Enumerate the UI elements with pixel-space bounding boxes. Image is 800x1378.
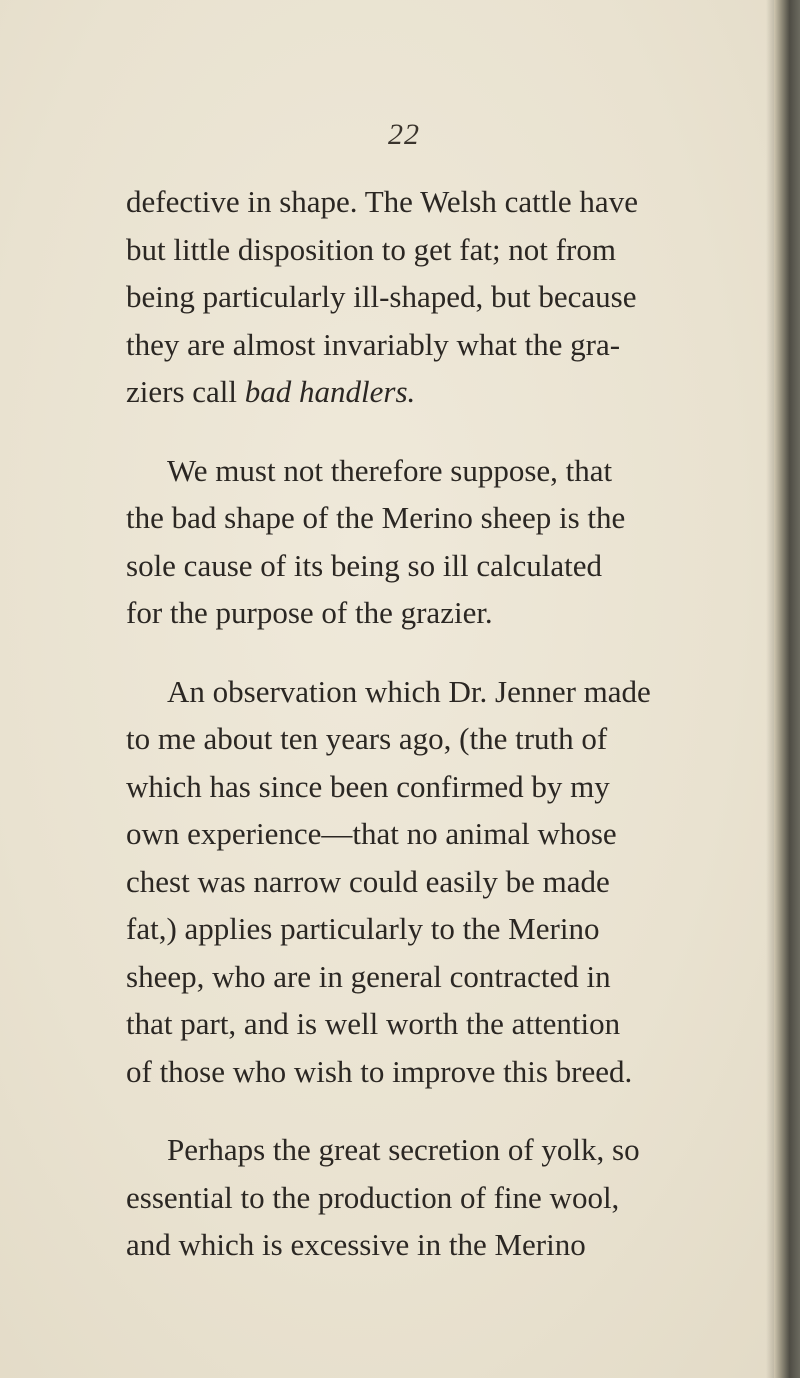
text-line: own experience—that no animal whose <box>126 816 617 851</box>
text-line: An observation which Dr. Jenner made <box>167 673 651 709</box>
paragraph-3 <box>126 668 731 1096</box>
text-line: to me about ten years ago, (the truth of <box>126 721 608 756</box>
paragraph-1 <box>126 178 731 416</box>
text-line: and which is excessive in the Merino <box>126 1227 586 1262</box>
text-line: of those who wish to improve this breed. <box>126 1053 633 1089</box>
text-line: that part, and is well worth the attention <box>126 1006 621 1041</box>
text-line: chest was narrow could easily be made <box>126 863 610 899</box>
text-line: essential to the production of fine wool, <box>126 1179 620 1215</box>
text-line: being particularly ill-shaped, but because <box>126 279 637 314</box>
text-line: defective in shape. The Welsh cattle have <box>126 184 638 219</box>
italic-phrase: bad handlers. <box>244 374 416 409</box>
text-line: they are almost invariably what the gra- <box>126 326 621 362</box>
page-shadow <box>766 0 774 1378</box>
page-number: 22 <box>388 118 420 151</box>
text-line: for the purpose of the grazier. <box>126 595 493 630</box>
paragraph-4 <box>126 1126 731 1269</box>
book-spine <box>774 0 800 1378</box>
body-text <box>126 178 731 1269</box>
text-line: fat,) applies particularly to the Merino <box>126 911 600 946</box>
text-line: but little disposition to get fat; not from <box>126 231 616 267</box>
text-line: Perhaps the great secretion of yolk, so <box>167 1132 640 1167</box>
text-line: which has since been confirmed by my <box>126 768 610 804</box>
text-line <box>126 368 731 416</box>
paragraph-2 <box>126 447 731 637</box>
text-line: sole cause of its being so ill calculated <box>126 547 603 583</box>
text-line: the bad shape of the Merino sheep is the <box>126 500 626 535</box>
text-line: sheep, who are in general contracted in <box>126 958 611 994</box>
text-fragment: ziers call <box>126 374 245 409</box>
text-line: We must not therefore suppose, that <box>167 452 613 488</box>
